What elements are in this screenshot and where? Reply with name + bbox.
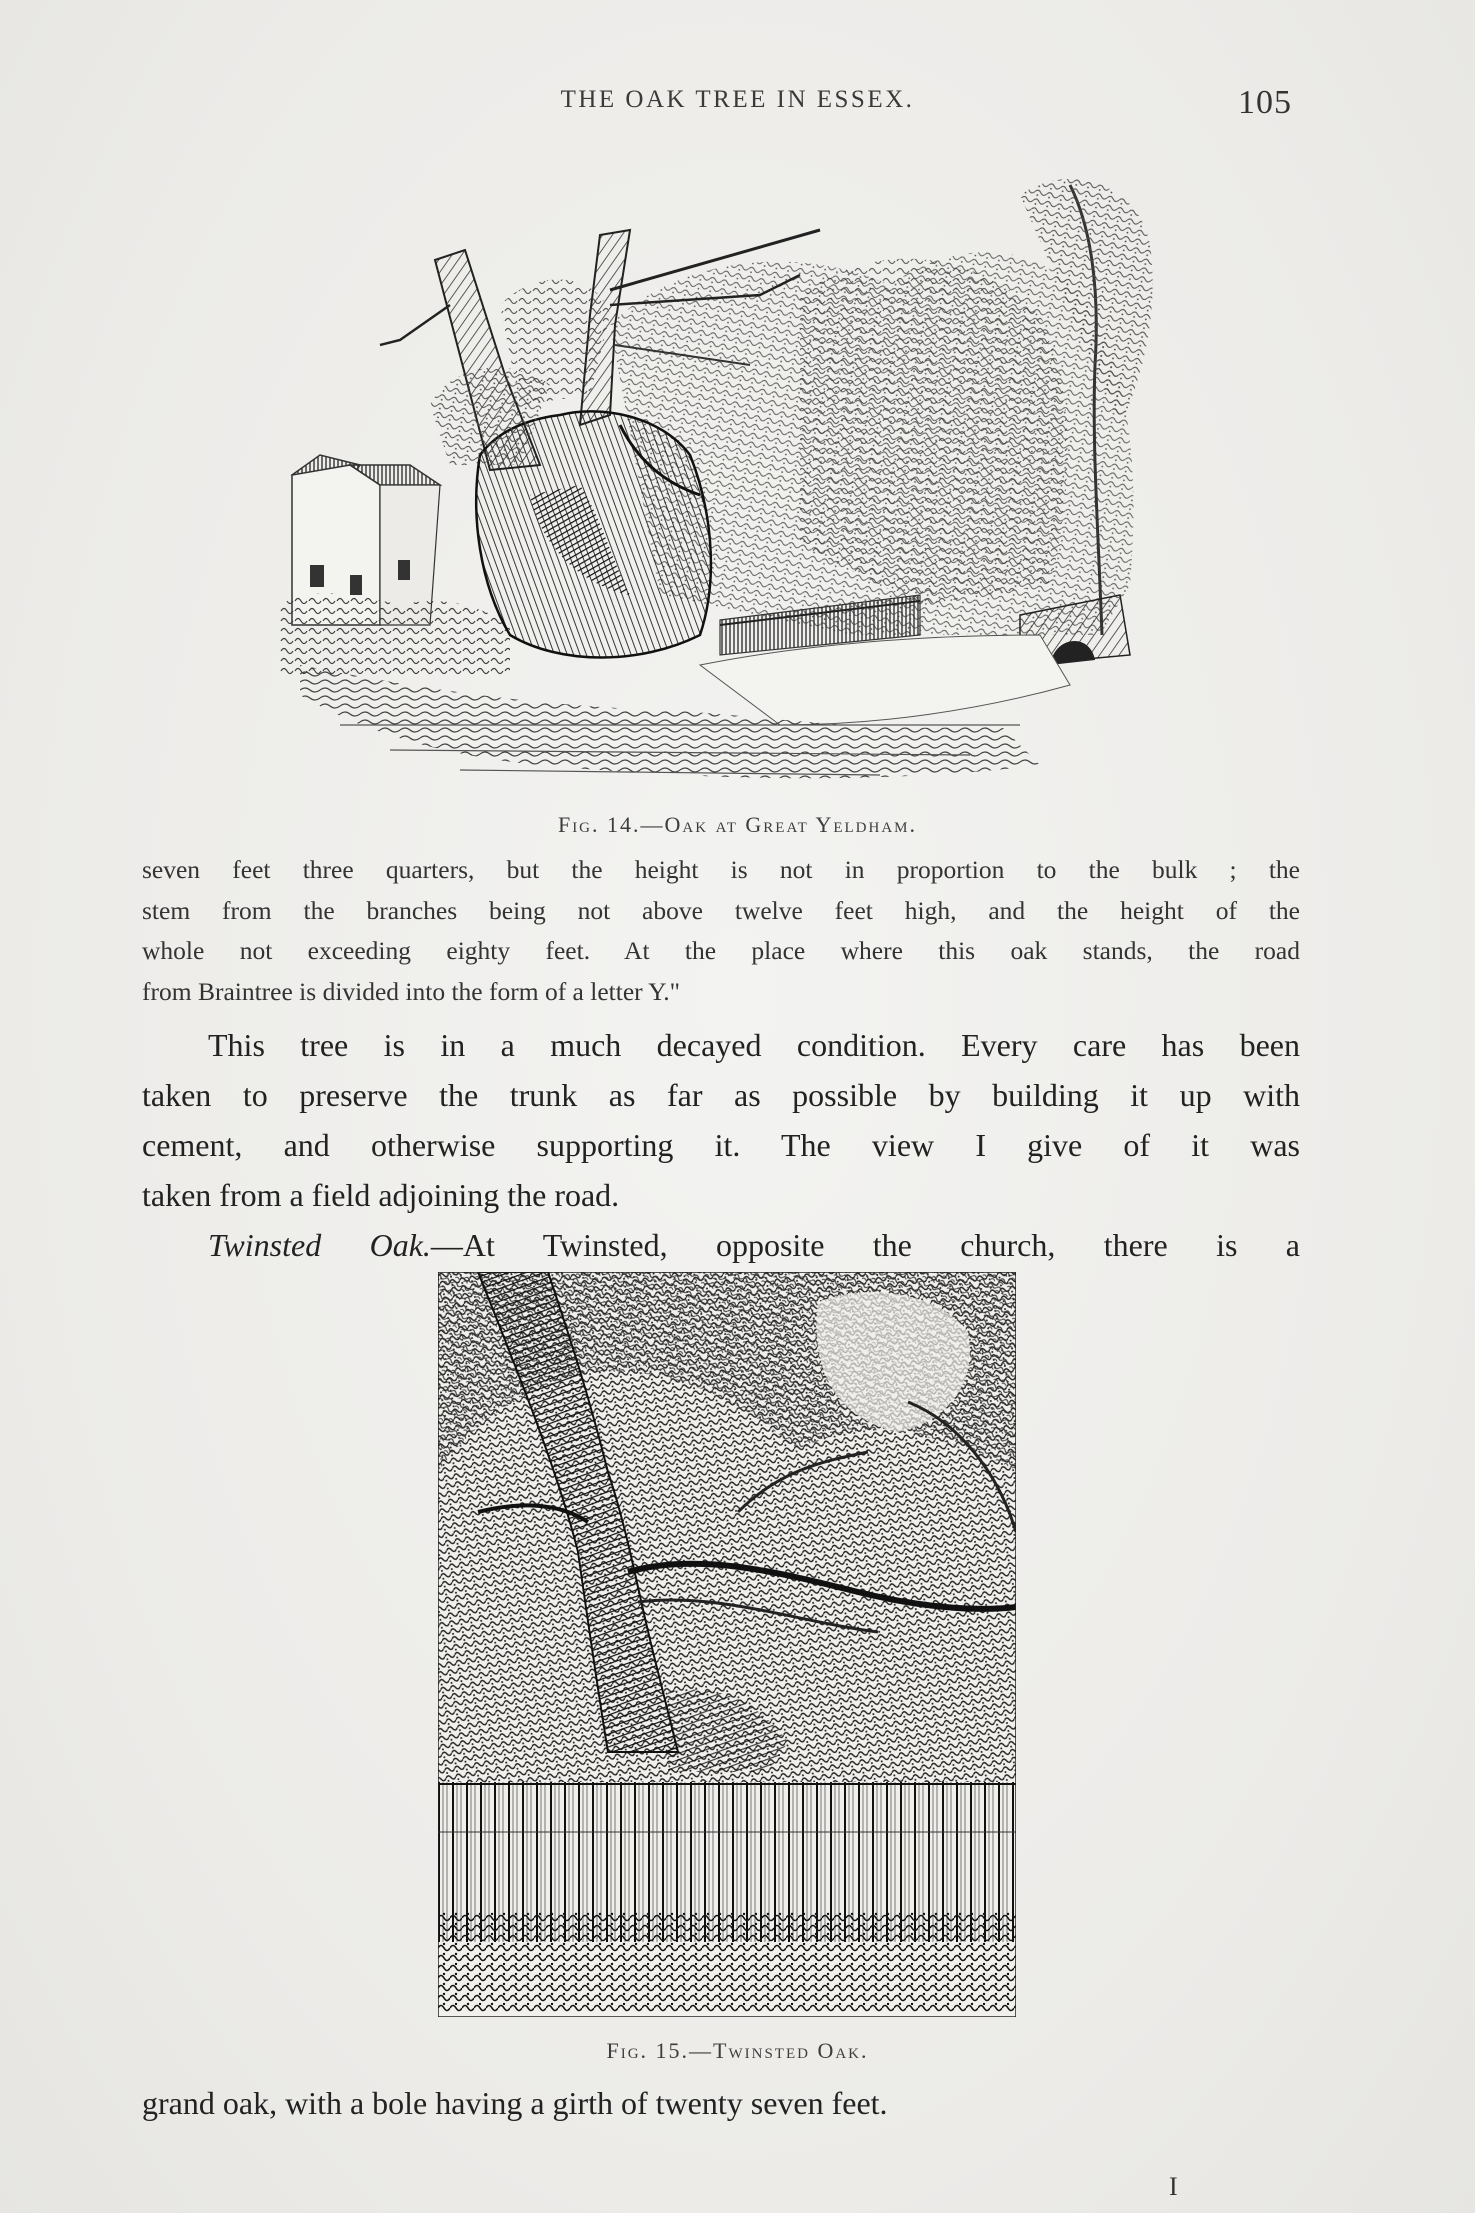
body-paragraph: [142, 1020, 1300, 1220]
quote-line: stem from the branches being not above twelve feet high, and the height of the: [142, 895, 1300, 925]
twinsted-paragraph: [142, 1220, 1300, 1270]
figure14-caption: Fig. 14.—Oak at Great Yeldham.: [557, 812, 918, 837]
page-number: 105: [1238, 84, 1292, 121]
figure15-caption: Fig. 15.—Twinsted Oak.: [606, 2038, 869, 2063]
body-line: This tree is in a much decayed condition. Every care has been: [208, 1027, 1300, 1063]
quote-line: whole not exceeding eighty feet. At the place where this oak stands, the road: [142, 936, 1300, 965]
quote-paragraph: [142, 850, 1300, 1012]
twinsted-first-line: [142, 1220, 1300, 1270]
twinsted-heading: Twinsted Oak.: [208, 1227, 431, 1263]
twinsted-continuation-line: grand oak, with a bole having a girth of twenty seven feet.: [142, 2085, 888, 2121]
body-line: taken to preserve the trunk as far as possible by building it up with: [142, 1077, 1300, 1113]
signature-mark: I: [1169, 2172, 1178, 2201]
figure-oak-great-yeldham: [280, 165, 1170, 790]
running-title: THE OAK TREE IN ESSEX.: [560, 86, 915, 113]
quote-line: from Braintree is divided into the form of a letter Y.": [142, 976, 680, 1006]
figure-twinsted-oak: [438, 1272, 1016, 2017]
twinsted-first-line-text: —At Twinsted, opposite the church, there is a: [430, 1227, 1301, 1263]
body-line: cement, and otherwise supporting it. The view I give of it was: [142, 1127, 1300, 1163]
quote-line: seven feet three quarters, but the height is not in proportion to the bulk ; the: [142, 855, 1300, 884]
twinsted-continuation: [142, 2078, 1300, 2128]
body-line: taken from a field adjoining the road.: [142, 1177, 620, 1213]
